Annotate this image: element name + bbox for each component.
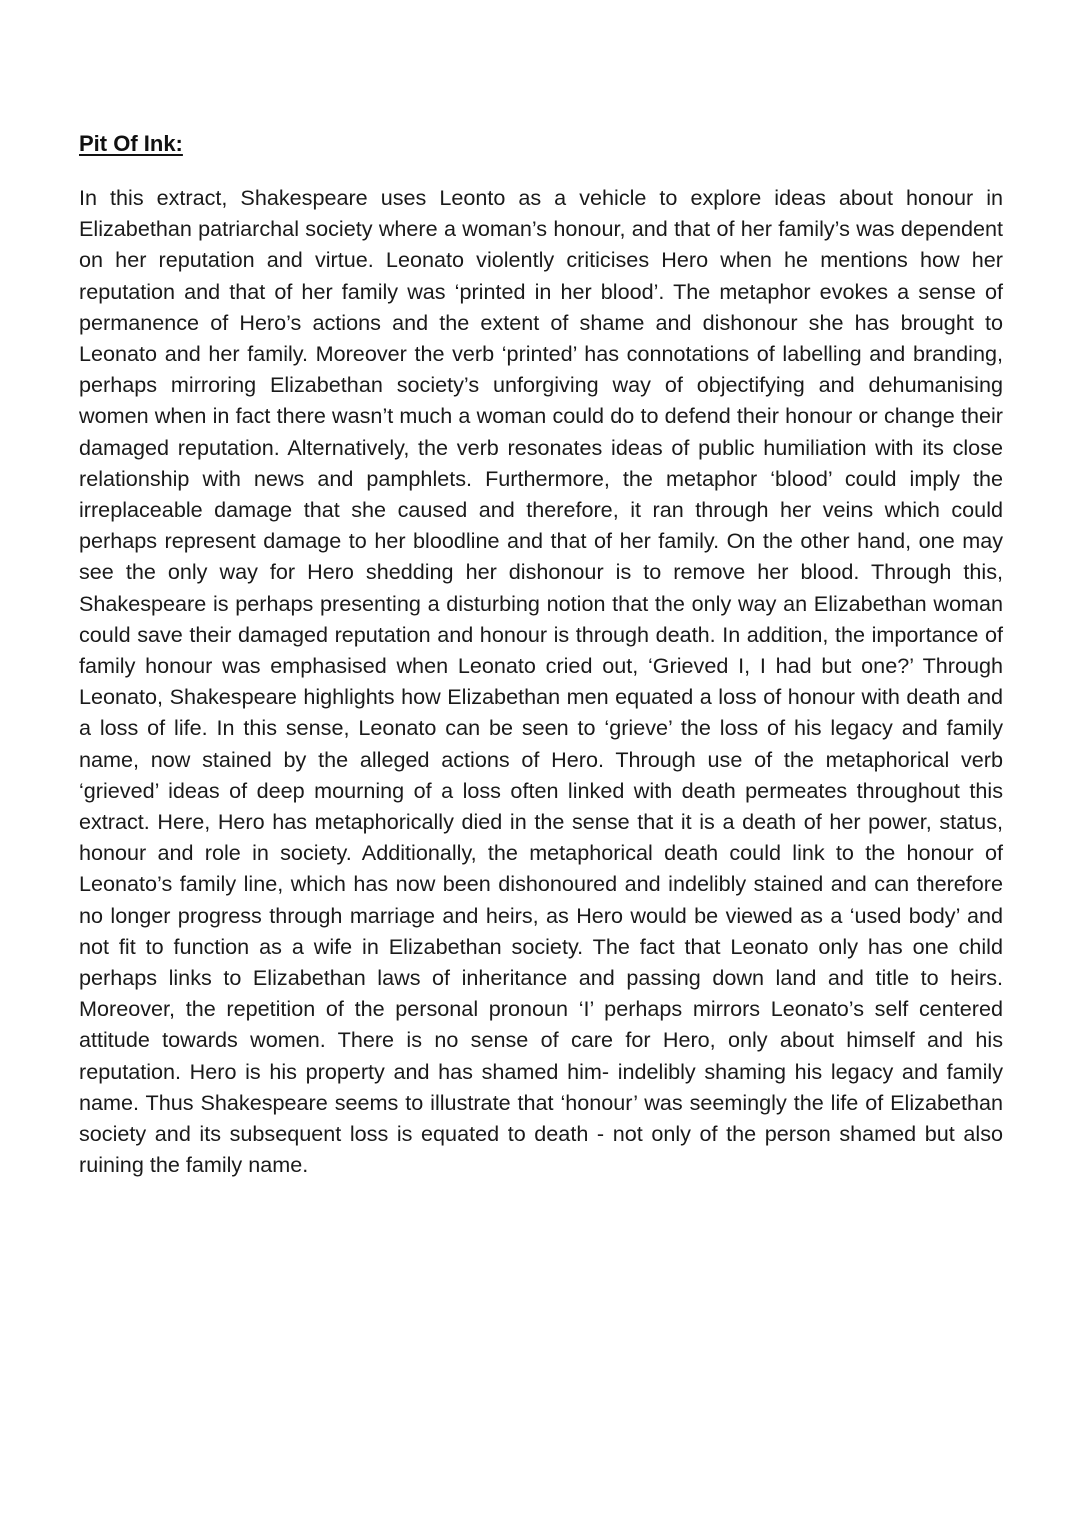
document-heading: Pit Of Ink: [79, 131, 183, 156]
essay-paragraph: In this extract, Shakespeare uses Leonto as a vehicle to explore ideas about honour in Elizabethan patriarchal society where a woman’s honour, and that of her family’s was dependent on her reputation and virtue. Leonato violently criticises Hero when he mentions how her reputation and that of her family was ‘printed in her blood’. The metaphor evokes a sense of permanence of Hero’s actions and the extent of shame and dishonour she has brought to Leonato and her family. Moreover the verb ‘printed’ has connotations of labelling and branding, perhaps mirroring Elizabethan society’s unforgiving way of objectifying and dehumanising women when in fact there wasn’t much a woman could do to defend their honour or change their damaged reputation. Alternatively, the verb resonates ideas of public humiliation with its close relationship with news and pamphlets. Furthermore, the metaphor ‘blood’ could imply the irreplaceable damage that she caused and therefore, it ran through her veins which could perhaps represent damage to her bloodline and that of her family. On the other hand, one may see the only way for Hero shedding her dishonour is to remove her blood. Through this, Shakespeare is perhaps presenting a disturbing notion that the only way an Elizabethan woman could save their damaged reputation and honour is through death. In addition, the importance of family honour was emphasised when Leonato cried out, ‘Grieved I, I had but one?’ Through Leonato, Shakespeare highlights how Elizabethan men equated a loss of honour with death and a loss of life. In this sense, Leonato can be seen to ‘grieve’ the loss of his legacy and family name, now stained by the alleged actions of Hero. Through use of the metaphorical verb ‘grieved’ ideas of deep mourning of a loss often linked with death permeates throughout this extract. Here, Hero has metaphorically died in the sense that it is a death of her power, status, honour and role in society. Additionally, the metaphorical death could link to the honour of Leonato’s family line, which has now been dishonoured and indelibly stained and can therefore no longer progress through marriage and heirs, as Hero would be viewed as a ‘used body’ and not fit to function as a wife in Elizabethan society. The fact that Leonato only has one child perhaps links to Elizabethan laws of inheritance and passing down land and title to heirs. Moreover, the repetition of the personal pronoun ‘I’ perhaps mirrors Leonato’s self centered attitude towards women. There is no sense of care for Hero, only about himself and his reputation. Hero is his property and has shamed him- indelibly shaming his legacy and family name. Thus Shakespeare seems to illustrate that ‘honour’ was seemingly the life of Elizabethan society and its subsequent loss is equated to death - not only of the person shamed but also ruining the family name. [79, 185, 1003, 1178]
